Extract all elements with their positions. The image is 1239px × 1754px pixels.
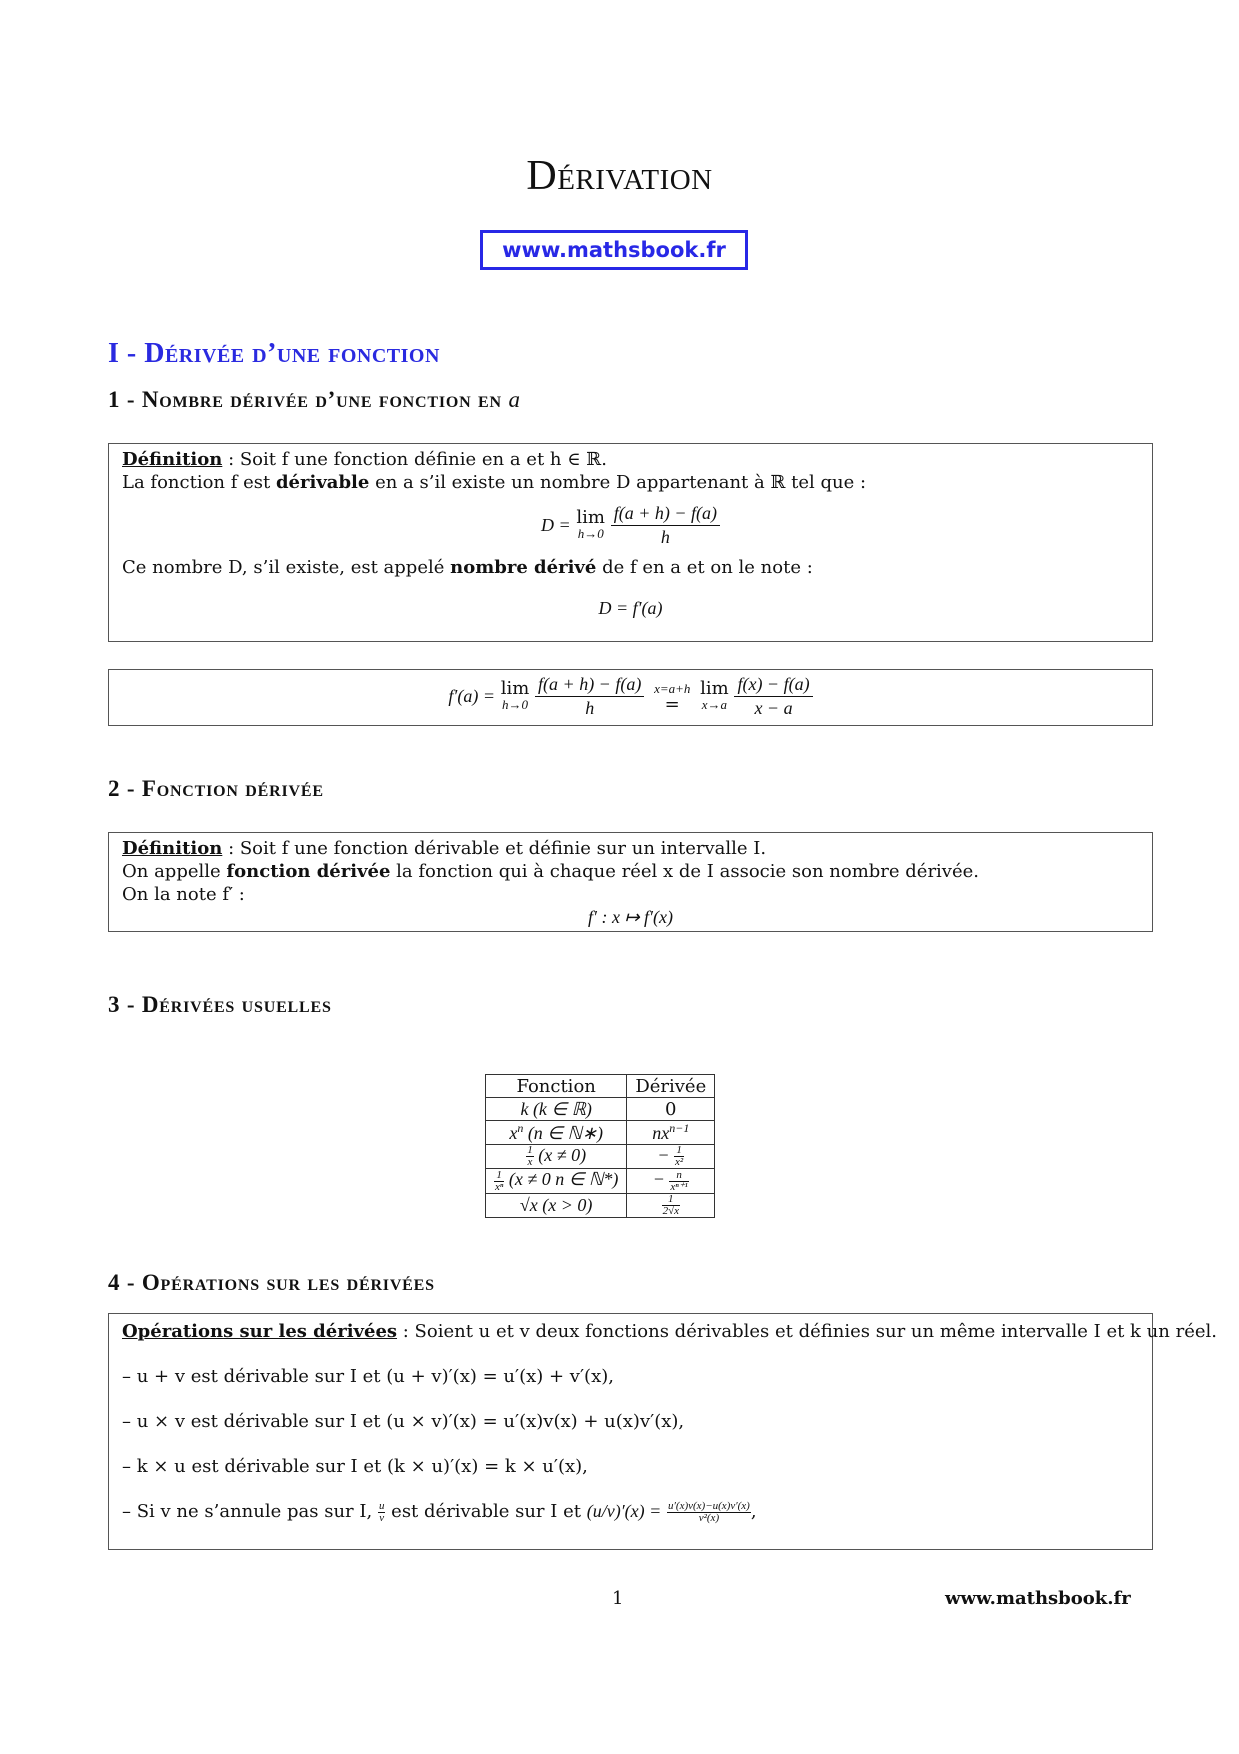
inverse-fraction bbox=[526, 1145, 534, 1168]
derivative-mapping: f′ : x ↦ f′(x) bbox=[588, 907, 673, 927]
definition-2-line-3: On la note f′ : bbox=[122, 884, 245, 905]
definition-line-3b: de f en a et on le note : bbox=[602, 557, 813, 578]
subsection-heading-4: 4 - Opérations sur les dérivées bbox=[108, 1270, 435, 1295]
fraction-denominator: xⁿ⁺¹ bbox=[670, 1180, 688, 1193]
limit-operator-1 bbox=[500, 677, 530, 713]
operations-label: Opérations sur les dérivées bbox=[122, 1321, 398, 1342]
quotient-2 bbox=[734, 673, 812, 720]
fraction-denominator: xⁿ bbox=[495, 1180, 504, 1193]
definition-2-line-1: : Soit f une fonction dérivable et définie sur un intervalle I. bbox=[228, 838, 767, 859]
list-item bbox=[122, 1500, 1139, 1524]
inverse-condition: (x ≠ 0) bbox=[538, 1145, 587, 1165]
table-row bbox=[486, 1121, 715, 1145]
quotient-rule-end: , bbox=[750, 1501, 757, 1522]
table-cell-derivative bbox=[627, 1169, 715, 1193]
table-cell-derivative: 0 bbox=[627, 1098, 715, 1121]
fraction-denominator: x² bbox=[675, 1156, 684, 1169]
fraction-numerator: n bbox=[669, 1170, 688, 1182]
table-cell-derivative bbox=[627, 1193, 715, 1217]
table-header-function: Fonction bbox=[486, 1075, 627, 1098]
fraction-numerator: 1 bbox=[494, 1170, 504, 1182]
quotient-1-numerator: f(a + h) − f(a) bbox=[535, 673, 644, 697]
power-base: x bbox=[509, 1123, 518, 1143]
list-item: – k × u est dérivable sur I et (k × u)′(x) = k × u′(x), bbox=[122, 1456, 588, 1477]
table-cell-derivative bbox=[627, 1145, 715, 1169]
definition-line-1: : Soit f une fonction définie en a et h ∈ ℝ. bbox=[228, 449, 607, 470]
definition-label: Définition bbox=[122, 449, 223, 470]
quotient-1 bbox=[535, 673, 644, 720]
quotient-2-denominator: x − a bbox=[754, 698, 793, 718]
quotient-rule-text-b: est dérivable sur I et bbox=[391, 1501, 581, 1522]
list-item: – u + v est dérivable sur I et (u + v)′(x) = u′(x) + v′(x), bbox=[122, 1366, 614, 1387]
section-heading-1: I - Dérivée d’une fonction bbox=[108, 338, 440, 369]
quotient-2-numerator: f(x) − f(a) bbox=[734, 673, 812, 697]
fraction-numerator: 1 bbox=[674, 1145, 684, 1157]
minus-sign: − bbox=[652, 1169, 665, 1190]
derivative-fraction bbox=[662, 1194, 680, 1217]
quotient-rule-text-a: – Si v ne s’annule pas sur I, bbox=[122, 1501, 373, 1522]
table-cell-function bbox=[486, 1145, 627, 1169]
table-row bbox=[486, 1169, 715, 1193]
limit-word-2: lim bbox=[700, 677, 729, 699]
page-title: Dérivation bbox=[526, 153, 713, 199]
fraction-denominator: x bbox=[527, 1156, 533, 1169]
definition-box-derivative-function bbox=[108, 832, 1153, 932]
table-cell-function: k (k ∈ ℝ) bbox=[486, 1098, 627, 1121]
table-cell-function bbox=[486, 1169, 627, 1193]
fraction-numerator: 1 bbox=[527, 1144, 533, 1157]
power-exponent: n bbox=[517, 1121, 524, 1135]
table-cell-function bbox=[486, 1121, 627, 1145]
definition-2-label: Définition bbox=[122, 838, 223, 859]
fraction-numerator: u bbox=[378, 1499, 385, 1512]
minus-sign: − bbox=[657, 1145, 670, 1165]
derivative-formula-box bbox=[108, 669, 1153, 726]
derivative-fraction bbox=[674, 1145, 684, 1168]
subsection-heading-1 bbox=[108, 387, 521, 413]
limit-subscript-2: x→a bbox=[701, 696, 728, 712]
limit-operator bbox=[576, 506, 605, 542]
table-header-derivative: Dérivée bbox=[627, 1075, 715, 1098]
page-number: 1 bbox=[612, 1588, 624, 1609]
subsection-heading-1-var: a bbox=[508, 387, 521, 412]
usual-derivatives-table bbox=[485, 1074, 715, 1218]
substitution-label: x=a+h bbox=[654, 680, 691, 696]
definition-2-line-2b: la fonction qui à chaque réel x de I associe son nombre dérivée. bbox=[396, 861, 980, 882]
limit-subscript-1: h→0 bbox=[502, 696, 529, 712]
difference-quotient bbox=[611, 502, 720, 549]
quotient-1-denominator: h bbox=[585, 698, 595, 718]
fraction-denominator: h bbox=[660, 527, 670, 547]
notation-equation: D = f′(a) bbox=[598, 598, 663, 618]
inverse-power-condition: (x ≠ 0 n ∈ ℕ*) bbox=[508, 1169, 619, 1190]
footer-site-link[interactable]: www.mathsbook.fr bbox=[945, 1588, 1131, 1609]
table-row bbox=[486, 1193, 715, 1217]
derivative-exponent: n−1 bbox=[669, 1121, 690, 1135]
limit-operator-2 bbox=[700, 677, 729, 713]
definition-line-3-bold: nombre dérivé bbox=[450, 557, 597, 578]
subsection-heading-1-text: 1 - Nombre dérivée d’une fonction en bbox=[108, 387, 502, 412]
site-url-box[interactable]: www.mathsbook.fr bbox=[480, 230, 748, 270]
fraction-denominator: 2√x bbox=[662, 1205, 679, 1218]
definition-line-2-bold: dérivable bbox=[275, 472, 370, 493]
power-condition: (n ∈ ℕ∗) bbox=[527, 1123, 603, 1143]
definition-line-2b: en a s’il existe un nombre D appartenant à ℝ tel que : bbox=[375, 472, 867, 493]
definition-line-3a: Ce nombre D, s’il existe, est appelé bbox=[122, 557, 445, 578]
subsection-heading-2: 2 - Fonction dérivée bbox=[108, 776, 324, 801]
quotient-u-over-v bbox=[378, 1501, 386, 1524]
fraction-numerator: 1 bbox=[662, 1194, 680, 1206]
limit-word-1: lim bbox=[500, 677, 530, 699]
formula-lhs: f′(a) = bbox=[448, 686, 495, 706]
list-item: – u × v est dérivable sur I et (u × v)′(x) = u′(x)v(x) + u(x)v′(x), bbox=[122, 1411, 685, 1432]
definition-line-2a: La fonction f est bbox=[122, 472, 271, 493]
definition-box-derivative-number bbox=[108, 443, 1153, 642]
limit-subscript: h→0 bbox=[577, 525, 604, 541]
derivative-base: nx bbox=[652, 1123, 670, 1143]
equation-lhs: D = bbox=[541, 515, 571, 535]
table-cell-derivative bbox=[627, 1121, 715, 1145]
inverse-power-fraction bbox=[494, 1170, 504, 1193]
substitution-equals bbox=[654, 681, 690, 713]
fraction-denominator: v bbox=[379, 1511, 385, 1524]
operations-box bbox=[108, 1313, 1217, 1550]
subsection-heading-3: 3 - Dérivées usuelles bbox=[108, 992, 332, 1017]
table-row bbox=[486, 1098, 715, 1121]
limit-equation bbox=[122, 502, 1139, 546]
operations-intro: : Soient u et v deux fonctions dérivables et définies sur un même intervalle I et k un réel. bbox=[402, 1321, 1217, 1342]
derivative-fraction bbox=[669, 1170, 688, 1193]
quotient-rule-rhs bbox=[667, 1501, 751, 1524]
limit-word: lim bbox=[576, 506, 605, 528]
fraction-numerator: u′(x)v(x)−u(x)v′(x) bbox=[668, 1499, 750, 1512]
fraction-numerator: f(a + h) − f(a) bbox=[611, 502, 720, 526]
definition-2-line-2a: On appelle bbox=[122, 861, 221, 882]
fraction-denominator: v²(x) bbox=[698, 1511, 720, 1524]
definition-2-line-2-bold: fonction dérivée bbox=[226, 861, 391, 882]
quotient-rule-lhs: (u/v)′(x) = bbox=[586, 1501, 662, 1521]
table-header-row bbox=[486, 1075, 715, 1098]
substitution-sign: = bbox=[664, 693, 680, 715]
table-cell-function: √x (x > 0) bbox=[486, 1193, 627, 1217]
table-row bbox=[486, 1145, 715, 1169]
